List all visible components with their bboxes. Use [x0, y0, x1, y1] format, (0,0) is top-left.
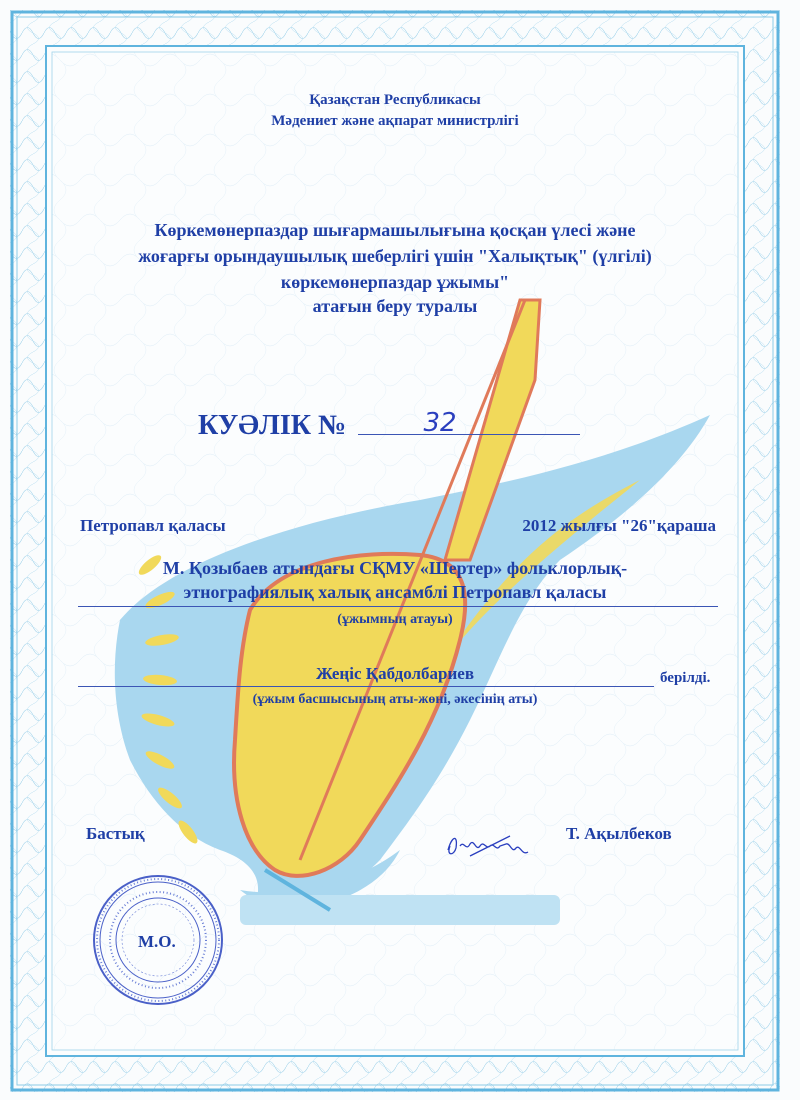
title-line-3: көркемөнерпаздар ұжымы"	[280, 272, 510, 292]
collective-name-line-1: М. Қозыбаев атындағы СҚМУ «Шертер» фольклорлық-	[162, 558, 628, 578]
title-line-2: жоғарғы орындаушылық шеберлігі үшін "Халықтық" (үлгілі)	[138, 246, 652, 266]
collective-caption: (ұжымның атауы)	[337, 612, 453, 627]
leader-name-line	[78, 666, 654, 687]
signer-name: Т. Ақылбеков	[566, 824, 672, 843]
issue-date: 2012 жылғы "26"қараша	[522, 516, 716, 535]
certificate-label: КУӘЛІК №	[198, 410, 347, 441]
title-line-1: Көркемөнерпаздар шығармашылығына қосқан үлесі және	[154, 220, 636, 240]
country-name: Қазақстан Республикасы	[309, 92, 481, 108]
signature-role: Бастық	[86, 824, 145, 843]
ministry-name: Мәдениет және ақпарат министрлігі	[271, 113, 519, 129]
collective-name-line	[78, 586, 718, 607]
title-line-4: атағын беру туралы	[312, 296, 478, 316]
city: Петропавл қаласы	[80, 516, 226, 535]
leader-caption: (ұжым басшысының аты-жөні, әкесінің аты)	[252, 692, 538, 707]
certificate-number: 32	[423, 408, 457, 438]
leader-name: Жеңіс Қабдолбариев	[315, 664, 475, 683]
issued-suffix: берілді.	[660, 670, 711, 686]
stamp-label: М.О.	[138, 932, 176, 951]
collective-name-line-2: этнографиялық халық ансамблі Петропавл қаласы	[183, 582, 607, 602]
handwritten-signature	[440, 826, 540, 866]
